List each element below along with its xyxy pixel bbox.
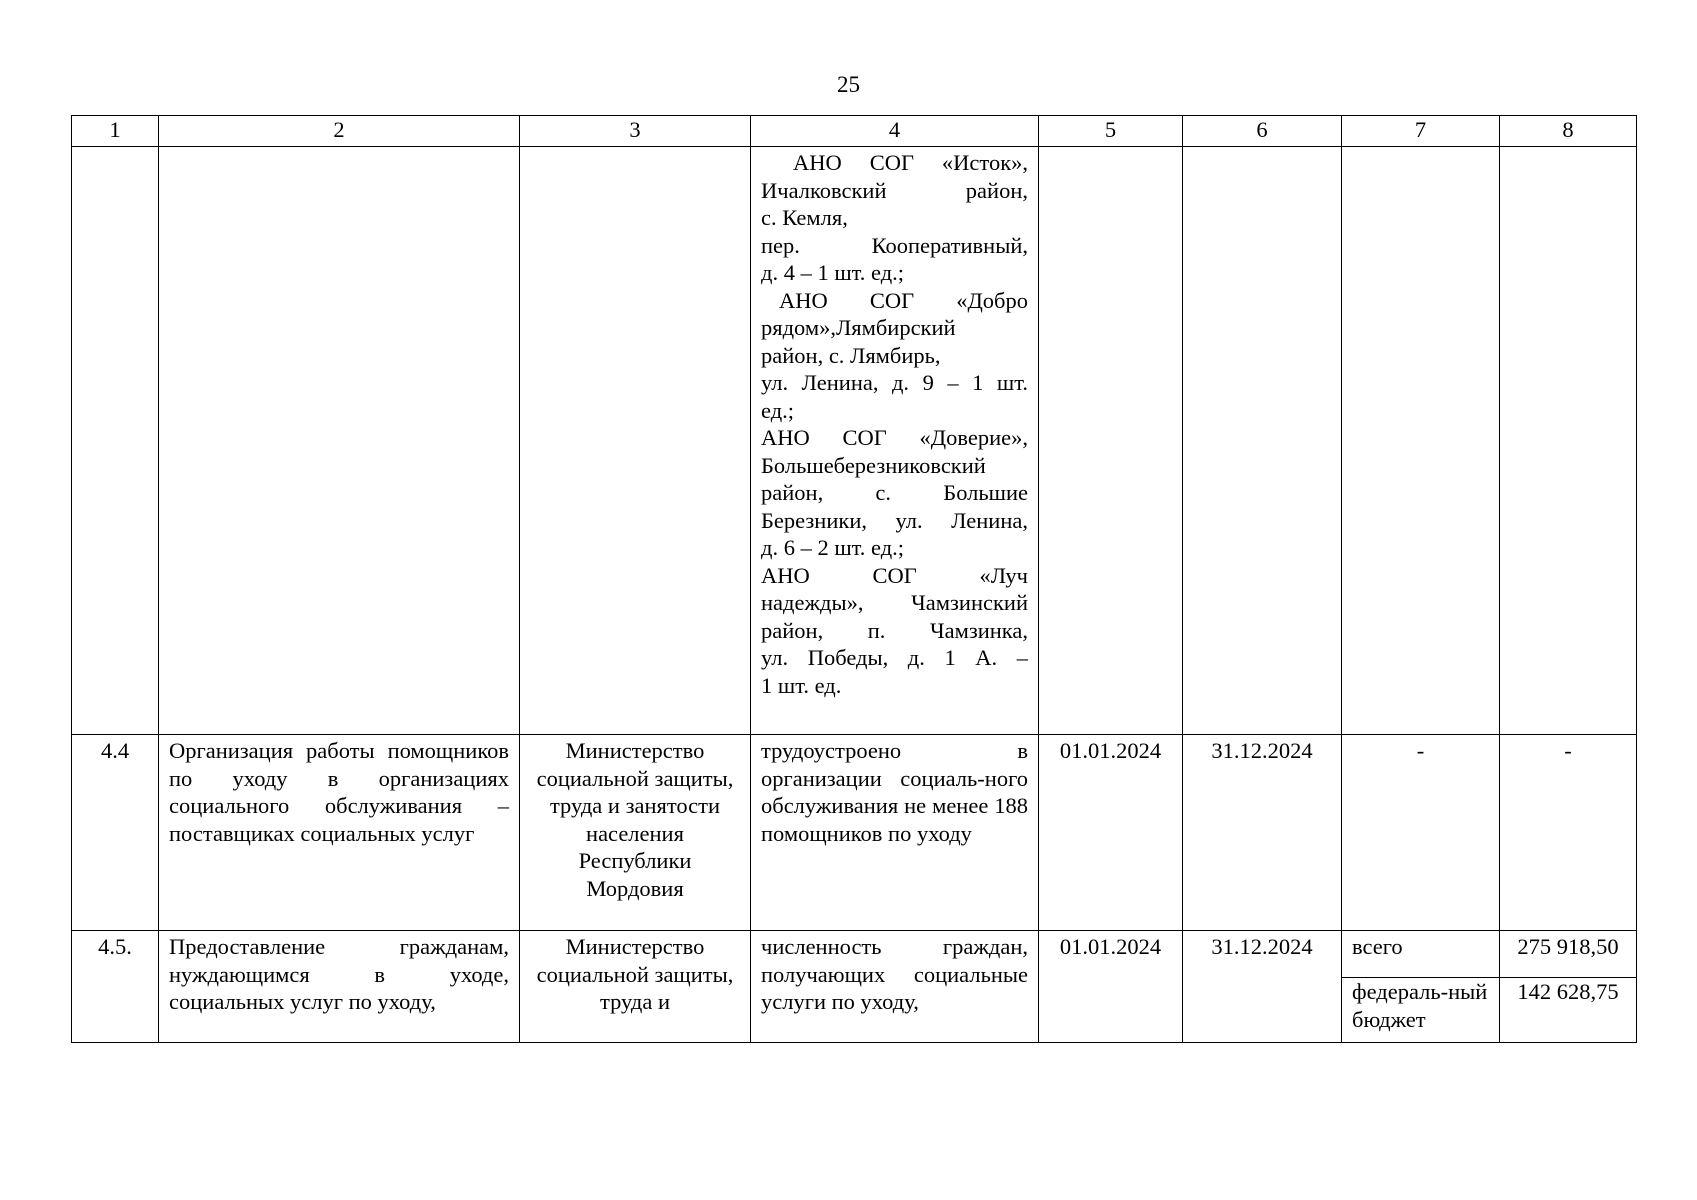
- funding-amount: -: [1500, 735, 1637, 931]
- cell-empty: [1039, 147, 1183, 735]
- plan-table: [71, 115, 1637, 1043]
- end-date: 31.12.2024: [1183, 735, 1342, 931]
- row-number: 4.4: [72, 735, 159, 931]
- header-row: [72, 116, 1637, 147]
- cell-empty: [72, 147, 159, 735]
- text-line: район, с. Большие: [761, 480, 1028, 505]
- end-date: 31.12.2024: [1183, 931, 1342, 1043]
- text-line: рядом»,Лямбирский: [761, 315, 956, 340]
- cell-empty: [1183, 147, 1342, 735]
- text-line: АНО СОГ «Исток»,: [793, 150, 1028, 175]
- funding-source: федераль-ный бюджет: [1352, 979, 1488, 1032]
- text-line: Большеберезниковский: [761, 452, 986, 478]
- text-line: Ичалковский район,: [761, 177, 1028, 203]
- executor: Министерство социальной защиты, труда и: [520, 931, 751, 1043]
- text-line: д. 6 – 2 шт. ед.;: [761, 535, 905, 560]
- header-cell-5: 5: [1039, 116, 1183, 147]
- header-cell-2: 2: [159, 116, 520, 147]
- text-line: пер. Кооперативный,: [761, 232, 1028, 258]
- header-cell-8: 8: [1500, 116, 1637, 147]
- text-line: д. 4 – 1 шт. ед.;: [761, 260, 905, 285]
- funding-source-split: [1342, 931, 1499, 1033]
- text-line: ул. Победы, д. 1 А. –: [761, 645, 1028, 670]
- funding-source: всего: [1342, 931, 1499, 978]
- funding-amount: 275 918,50: [1500, 931, 1636, 978]
- cell-empty: [159, 147, 520, 735]
- text-line: с. Кемля,: [761, 205, 848, 230]
- expected-result: численность граждан, получающих социальные услуги по уходу,: [751, 931, 1039, 1043]
- header-cell-6: 6: [1183, 116, 1342, 147]
- cell-empty: [1500, 147, 1637, 735]
- header-cell-3: 3: [520, 116, 751, 147]
- text-line: Березники, ул. Ленина,: [761, 507, 1028, 533]
- funding-source-cell: [1342, 931, 1500, 1043]
- text-line: район, с. Лямбирь,: [761, 342, 941, 368]
- row-number: 4.5.: [72, 931, 159, 1043]
- start-date: 01.01.2024: [1039, 931, 1183, 1043]
- text-line: 1 шт. ед.: [761, 672, 842, 698]
- text-line: ул. Ленина, д. 9 – 1 шт.: [761, 370, 1028, 395]
- table-row: [72, 735, 1637, 931]
- table-row: [72, 931, 1637, 1043]
- header-cell-1: 1: [72, 116, 159, 147]
- organizations-list-cell: [751, 147, 1039, 735]
- text-line: надежды», Чамзинский: [761, 590, 1028, 615]
- text-line: АНО СОГ «Луч: [761, 562, 1028, 588]
- header-cell-4: 4: [751, 116, 1039, 147]
- expected-result: трудоустроено в организации социаль-ного обслуживания не менее 188 помощников по уходу: [751, 735, 1039, 931]
- page-number: 25: [837, 72, 860, 97]
- text-line: ед.;: [761, 397, 795, 423]
- text-line: район, п. Чамзинка,: [761, 617, 1028, 643]
- text-line: АНО СОГ «Добро: [779, 287, 1028, 313]
- cell-empty: [1342, 147, 1500, 735]
- start-date: 01.01.2024: [1039, 735, 1183, 931]
- funding-amount: 142 628,75: [1517, 979, 1619, 1004]
- funding-amount-split: [1500, 931, 1636, 1006]
- cell-empty: [520, 147, 751, 735]
- header-cell-7: 7: [1342, 116, 1500, 147]
- text-line: АНО СОГ «Доверие»,: [761, 425, 1028, 450]
- continuation-row: [72, 147, 1637, 735]
- event-name: Организация работы помощников по уходу в организациях социального обслуживания – поставщиках социальных услуг: [159, 735, 520, 931]
- event-name: Предоставление гражданам, нуждающимся в уходе, социальных услуг по уходу,: [159, 931, 520, 1043]
- funding-source: -: [1342, 735, 1500, 931]
- funding-amount-cell: [1500, 931, 1637, 1043]
- executor: Министерство социальной защиты, труда и занятости населения Республики Мордовия: [520, 735, 751, 931]
